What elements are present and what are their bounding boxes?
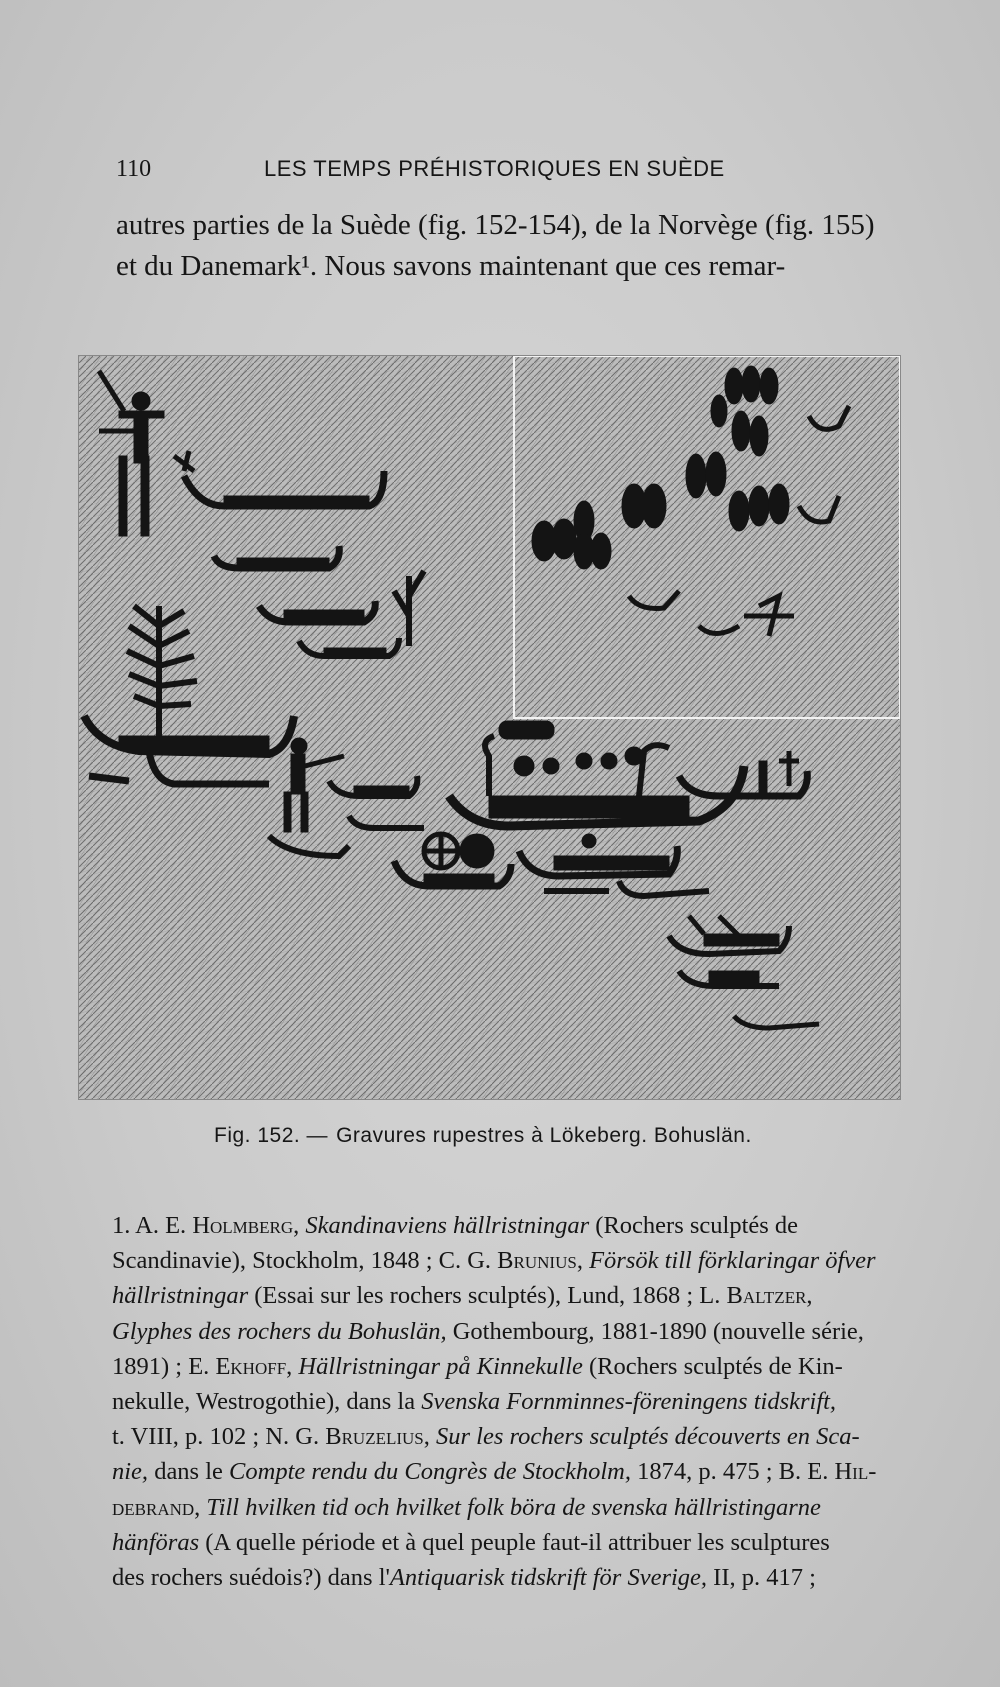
footnote-text: , — [293, 1212, 306, 1239]
author-name: Bruzelius — [325, 1423, 424, 1451]
body-text — [116, 205, 884, 287]
body-line: et du Danemark¹. Nous savons maintenant que ces remar- — [116, 250, 786, 282]
author-name: Brunius — [497, 1247, 577, 1275]
work-title: Glyphes des rochers du Bohuslän, — [112, 1317, 447, 1345]
footnote-line — [112, 1419, 888, 1454]
work-title: Antiquarisk tidskrift för Sverige, — [389, 1564, 708, 1592]
work-title: Till hvilken tid och hvilket folk böra de svenska hällristingarne — [206, 1493, 821, 1521]
author-name: Ekhoff — [215, 1352, 287, 1380]
sun-disc-symbol — [460, 834, 494, 868]
footnote-line — [112, 1490, 888, 1525]
footnote-text: 1874, p. 475 ; B. E. — [630, 1458, 835, 1486]
figure-caption — [214, 1124, 814, 1148]
author-name: debrand — [112, 1493, 195, 1521]
footnote-text: 1. A. E. — [112, 1212, 193, 1239]
footnote-text: t. VIII, p. 102 ; N. G. — [112, 1423, 326, 1451]
footnote-line — [112, 1243, 888, 1278]
rock-carving-illustration — [78, 355, 901, 1100]
footnote-text: Scandinavie), Stockholm, 1848 ; C. G. — [112, 1247, 498, 1275]
work-title: hällristningar — [112, 1282, 249, 1310]
footnote-text: , — [194, 1493, 207, 1521]
author-name: Hil- — [834, 1458, 877, 1486]
figure-caption-label: Fig. 152. — — [214, 1124, 329, 1147]
footnote-text: (Essai sur les rochers sculptés), Lund, 1868 ; L. — [248, 1282, 727, 1310]
footnote-text: II, p. 417 ; — [707, 1564, 816, 1592]
footnote-text: , — [423, 1423, 436, 1451]
footnote-text: 1891) ; E. — [112, 1352, 216, 1380]
footnote-line — [112, 1560, 888, 1595]
footnote-line — [112, 1278, 888, 1313]
figure-caption-text: Gravures rupestres à Lökeberg. Bohuslän. — [336, 1124, 752, 1147]
work-title: Svenska Fornminnes-föreningens tidskrift, — [421, 1388, 837, 1416]
footnote-line — [112, 1208, 888, 1243]
footnote-text: dans le — [148, 1458, 230, 1486]
running-title: LES TEMPS PRÉHISTORIQUES EN SUÈDE — [264, 156, 725, 181]
work-title: nie, — [112, 1458, 149, 1486]
footnote-line — [112, 1314, 888, 1349]
footnote-text: (Rochers sculptés de Kin- — [582, 1352, 843, 1380]
page-number: 110 — [116, 156, 152, 182]
wheel-cross-symbol — [424, 834, 458, 868]
footnote-text: , — [576, 1247, 590, 1275]
author-name: Holmberg — [192, 1212, 294, 1239]
work-title: Försök till förklaringar öfver — [589, 1247, 876, 1275]
work-title: Compte rendu du Congrès de Stockholm, — [229, 1458, 631, 1486]
footnote-text: , — [286, 1352, 299, 1380]
author-name: Baltzer — [726, 1282, 807, 1310]
footnote-line — [112, 1349, 888, 1384]
footnote-text: , — [806, 1282, 813, 1310]
footnote-text: (A quelle période et à quel peuple faut-il attribuer les sculptures — [199, 1528, 830, 1556]
body-line: autres parties de la Suède (fig. 152-154), de la Norvège (fig. 155) — [116, 209, 875, 241]
footnote-text: (Rochers sculptés de — [589, 1212, 799, 1239]
footnote-text: nekulle, Westrogothie), dans la — [112, 1388, 422, 1416]
footnote-line — [112, 1454, 888, 1489]
work-title: hänföras — [112, 1528, 200, 1556]
footnote — [112, 1208, 888, 1595]
footnote-line — [112, 1384, 888, 1419]
footnote-line — [112, 1525, 888, 1560]
work-title: Sur les rochers sculptés découverts en Sca- — [436, 1423, 860, 1451]
work-title: Skandinaviens hällristningar — [305, 1212, 590, 1239]
work-title: Hällristningar på Kinnekulle — [298, 1352, 583, 1380]
page-header — [116, 156, 816, 192]
footnote-text: Gothembourg, 1881-1890 (nouvelle série, — [446, 1317, 864, 1345]
footnote-text: des rochers suédois?) dans l' — [112, 1564, 390, 1592]
